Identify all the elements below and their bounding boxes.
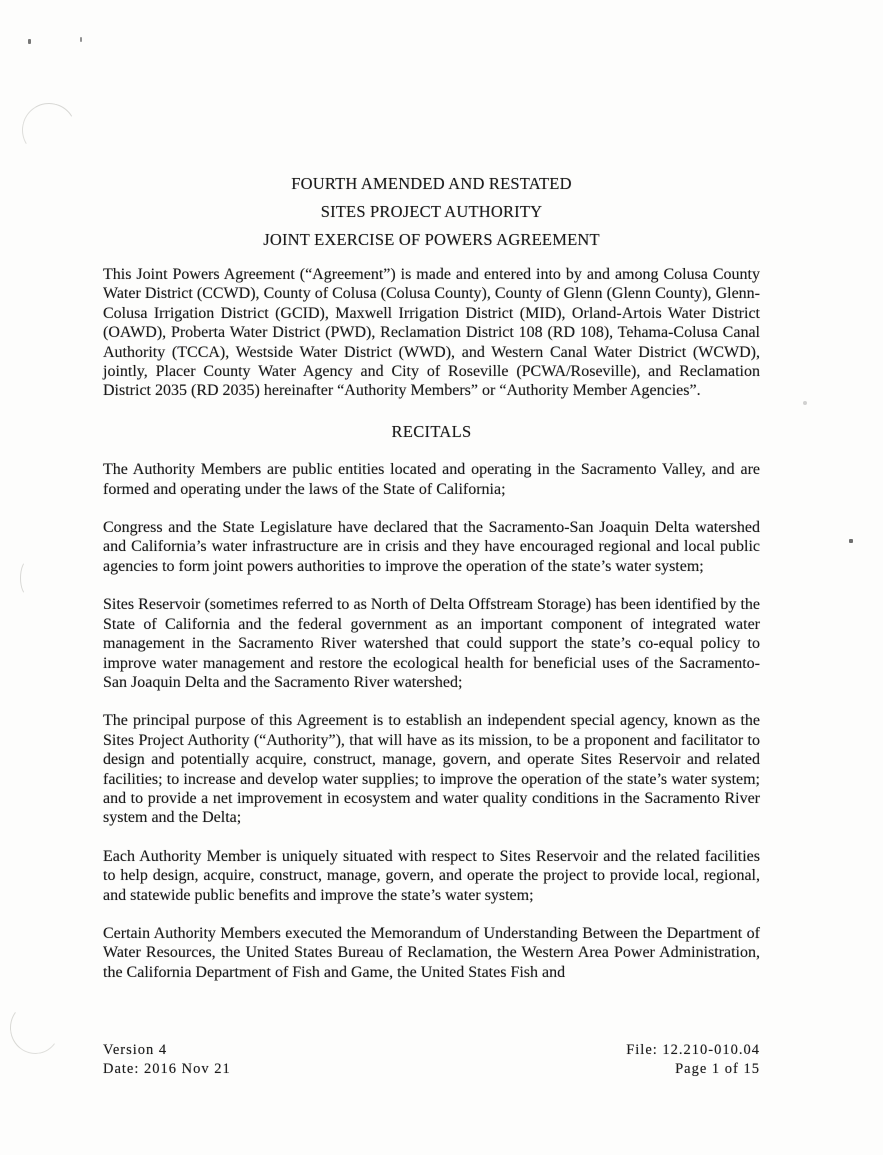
recitals-heading: RECITALS	[391, 421, 472, 441]
recital-paragraph-6: Certain Authority Members executed the Memorandum of Understanding Between the Department of Water Resources, the United States Bureau of Reclamation, the Western Area Power Administration, the California Department of Fish and Game, the United States Fish and	[103, 924, 760, 981]
page-footer	[103, 1041, 760, 1078]
footer-left	[103, 1041, 231, 1078]
title-line-3: JOINT EXERCISE OF POWERS AGREEMENT	[263, 230, 600, 249]
footer-date: Date: 2016 Nov 21	[103, 1060, 231, 1077]
scan-speck	[80, 37, 82, 42]
scan-arc-artifact	[16, 97, 81, 162]
title-line-2: SITES PROJECT AUTHORITY	[320, 202, 543, 221]
scan-arc-artifact	[7, 999, 64, 1057]
footer-page-number: Page 1 of 15	[675, 1060, 760, 1077]
scan-speck	[849, 539, 853, 543]
scan-speck	[803, 401, 807, 405]
title-line-1: FOURTH AMENDED AND RESTATED	[291, 174, 572, 193]
recital-paragraph-2: Congress and the State Legislature have declared that the Sacramento-San Joaquin Delta watershed and California’s water infrastructure are in crisis and they have encouraged regional and local public agencies to form joint powers authorities to improve the operation of the state’s water system;	[103, 519, 760, 575]
recital-paragraph-5: Each Authority Member is uniquely situated with respect to Sites Reservoir and the related facilities to help design, acquire, construct, manage, govern, and operate the project to provide local, regional, and statewide public benefits and improve the state’s water system;	[103, 847, 760, 904]
scan-speck	[28, 39, 31, 44]
page-content	[103, 0, 760, 982]
recital-paragraph-3: Sites Reservoir (sometimes referred to as North of Delta Offstream Storage) has been identified by the State of California and the federal government as an important component of integrated water management in the Sacramento River watershed that could support the state’s co-equal policy to improve water management and restore the ecological health for beneficial uses of the Sacramento-San Joaquin Delta and the Sacramento River watershed;	[103, 596, 760, 691]
document-title-block	[103, 0, 760, 254]
footer-version: Version 4	[103, 1042, 168, 1058]
recital-paragraph-1: The Authority Members are public entities located and operating in the Sacramento Valley, and are formed and operating under the laws of the State of California;	[103, 461, 760, 498]
footer-right	[626, 1041, 760, 1078]
footer-file: File: 12.210-010.04	[626, 1042, 760, 1058]
recital-paragraph-4: The principal purpose of this Agreement is to establish an independent special agency, known as the Sites Project Authority (“Authority”), that will have as its mission, to be a proponent and facilitator to design and potentially acquire, construct, manage, govern, and operate Sites Reservoir and related facilities; to increase and develop water supplies; to improve the operation of the state’s water system; and to provide a net improvement in ecosystem and water quality conditions in the Sacramento River system and the Delta;	[103, 712, 760, 827]
scan-arc-artifact	[20, 560, 36, 596]
intro-paragraph: This Joint Powers Agreement (“Agreement”) is made and entered into by and among Colusa County Water District (CCWD), County of Colusa (Colusa County), County of Glenn (Glenn County), Glenn-Colusa Irrigation District (GCID), Maxwell Irrigation District (MID), Orland-Artois Water District (OAWD), Proberta Water District (PWD), Reclamation District 108 (RD 108), Tehama-Colusa Canal Authority (TCCA), Westside Water District (WWD), and Western Canal Water District (WCWD), jointly, Placer County Water Agency and City of Roseville (PCWA/Roseville), and Reclamation District 2035 (RD 2035) hereinafter “Authority Members” or “Authority Member Agencies”.	[103, 266, 760, 400]
